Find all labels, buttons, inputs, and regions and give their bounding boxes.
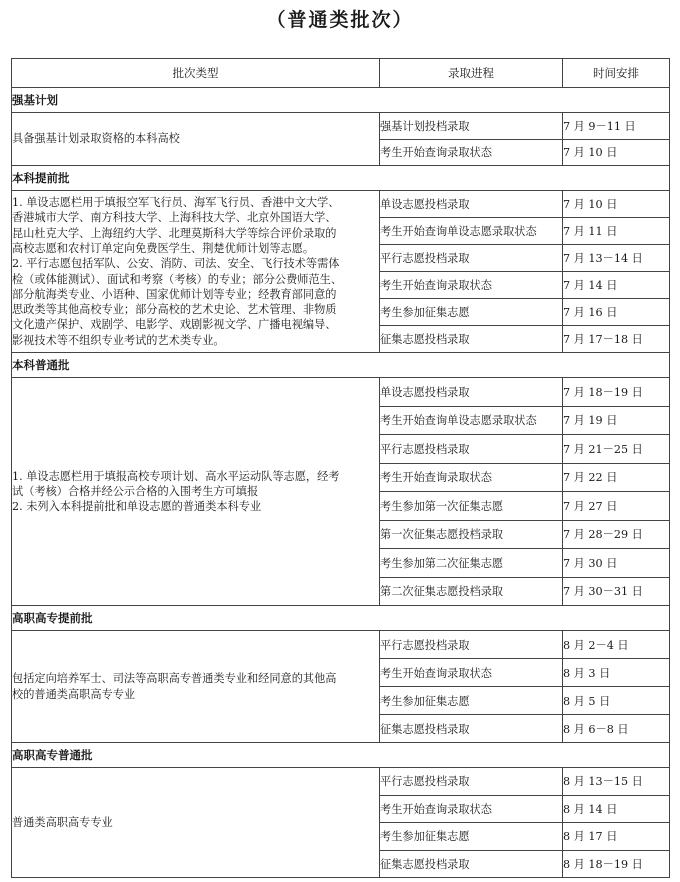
- batch-description: [12, 768, 380, 878]
- admission-step: 考生开始查询录取状态: [380, 659, 563, 687]
- admission-step: 考生参加第二次征集志愿: [380, 549, 563, 578]
- header-time-schedule: 时间安排: [563, 59, 670, 88]
- description-line: 2. 平行志愿包括军队、公安、消防、司法、安全、飞行技术等需体: [12, 257, 340, 271]
- description-line: 试（考核）合格并经公示合格的入围考生方可填报: [12, 484, 259, 498]
- admission-step: 第二次征集志愿投档录取: [380, 577, 563, 606]
- admission-step: 平行志愿投档录取: [380, 631, 563, 659]
- description-line: 部分航海类专业、小语种、国家优师计划等专业；经教育部同意的: [12, 287, 337, 301]
- description-line: 校的普通类高职高专专业: [12, 687, 136, 701]
- admission-step: 考生参加第一次征集志愿: [380, 492, 563, 521]
- schedule-date: 8 月 17 日: [563, 823, 670, 851]
- table-row: [12, 768, 670, 796]
- admission-step: 考生开始查询录取状态: [380, 795, 563, 823]
- description-line: 具备强基计划录取资格的本科高校: [12, 132, 180, 146]
- description-line: 思政类等其他高校专业；部分高校的艺术史论、艺术管理、非物质: [12, 303, 337, 317]
- admission-step: 单设志愿投档录取: [380, 378, 563, 407]
- schedule-date: 7 月 30 日: [563, 549, 670, 578]
- schedule-date: 8 月 18－19 日: [563, 850, 670, 878]
- admission-step: 平行志愿投档录取: [380, 768, 563, 796]
- schedule-date: 8 月 3 日: [563, 659, 670, 687]
- description-line: 高校志愿和农村订单定向免费医学生、荆楚优师计划等志愿。: [12, 241, 315, 255]
- schedule-date: 7 月 19 日: [563, 406, 670, 435]
- schedule-date: 7 月 11 日: [563, 218, 670, 245]
- admission-schedule-table: [11, 58, 670, 878]
- table-header-row: [12, 59, 670, 88]
- admission-step: 强基计划投档录取: [380, 113, 563, 140]
- schedule-date: 7 月 13－14 日: [563, 245, 670, 272]
- table-body: [12, 88, 670, 878]
- batch-description: [12, 113, 380, 166]
- admission-step: 征集志愿投档录取: [380, 715, 563, 743]
- schedule-date: 7 月 28－29 日: [563, 520, 670, 549]
- schedule-date: 8 月 14 日: [563, 795, 670, 823]
- description-line: 2. 未列入本科提前批和单设志愿的普通类本科专业: [12, 500, 262, 514]
- description-line: 1. 单设志愿栏用于填报高校专项计划、高水平运动队等志愿，经考: [12, 469, 340, 483]
- section-header-row: [12, 743, 670, 768]
- section-header-row: [12, 606, 670, 631]
- admission-step: 考生开始查询单设志愿录取状态: [380, 218, 563, 245]
- schedule-date: 7 月 27 日: [563, 492, 670, 521]
- section-title: 强基计划: [12, 88, 670, 113]
- admission-step: 考生参加征集志愿: [380, 823, 563, 851]
- section-header-row: [12, 353, 670, 378]
- schedule-date: 7 月 21－25 日: [563, 435, 670, 464]
- admission-step: 单设志愿投档录取: [380, 191, 563, 218]
- schedule-date: 7 月 16 日: [563, 299, 670, 326]
- admission-step: 征集志愿投档录取: [380, 326, 563, 353]
- schedule-date: 8 月 13－15 日: [563, 768, 670, 796]
- admission-step: 考生开始查询录取状态: [380, 272, 563, 299]
- description-line: 文化遗产保护、戏剧学、电影学、戏剧影视文学、广播电视编导、: [12, 318, 337, 332]
- section-title: 本科普通批: [12, 353, 670, 378]
- description-line: 1. 单设志愿栏用于填报空军飞行员、海军飞行员、香港中文大学、: [12, 196, 340, 210]
- header-admission-progress: 录取进程: [380, 59, 563, 88]
- admission-step: 考生开始查询录取状态: [380, 139, 563, 166]
- admission-step: 考生开始查询单设志愿录取状态: [380, 406, 563, 435]
- description-line: 昆山杜克大学、上海纽约大学、北理莫斯科大学等综合评价录取的: [12, 226, 337, 240]
- schedule-date: 7 月 9－11 日: [563, 113, 670, 140]
- header-batch-type: 批次类型: [12, 59, 380, 88]
- admission-step: 征集志愿投档录取: [380, 850, 563, 878]
- section-title: 本科提前批: [12, 166, 670, 191]
- description-line: 检（或体能测试）、面试和考察（考核）的专业；部分公费师范生、: [12, 272, 343, 286]
- description-line: 香港城市大学、南方科技大学、上海科技大学、北京外国语大学、: [12, 211, 337, 225]
- admission-step: 平行志愿投档录取: [380, 435, 563, 464]
- table-row: [12, 113, 670, 140]
- description-line: 普通类高职高专专业: [12, 815, 113, 829]
- batch-description: [12, 378, 380, 606]
- page-title: （普通类批次）: [266, 9, 414, 31]
- section-header-row: [12, 88, 670, 113]
- schedule-date: 8 月 5 日: [563, 687, 670, 715]
- section-header-row: [12, 166, 670, 191]
- description-line: 影视技术等不组织专业考试的艺术类专业。: [12, 333, 225, 347]
- schedule-date: 7 月 10 日: [563, 139, 670, 166]
- schedule-date: 7 月 18－19 日: [563, 378, 670, 407]
- schedule-date: 7 月 30－31 日: [563, 577, 670, 606]
- schedule-date: 8 月 2－4 日: [563, 631, 670, 659]
- schedule-date: 7 月 17－18 日: [563, 326, 670, 353]
- table-row: [12, 191, 670, 218]
- schedule-date: 8 月 6－8 日: [563, 715, 670, 743]
- schedule-date: 7 月 10 日: [563, 191, 670, 218]
- description-line: 包括定向培养军士、司法等高职高专普通类专业和经同意的其他高: [12, 672, 337, 686]
- section-title: 高职高专普通批: [12, 743, 670, 768]
- batch-description: [12, 191, 380, 353]
- admission-step: 平行志愿投档录取: [380, 245, 563, 272]
- section-title: 高职高专提前批: [12, 606, 670, 631]
- table-row: [12, 631, 670, 659]
- schedule-date: 7 月 14 日: [563, 272, 670, 299]
- table-row: [12, 378, 670, 407]
- admission-step: 考生参加征集志愿: [380, 299, 563, 326]
- admission-step: 第一次征集志愿投档录取: [380, 520, 563, 549]
- admission-step: 考生参加征集志愿: [380, 687, 563, 715]
- batch-description: [12, 631, 380, 743]
- admission-step: 考生开始查询录取状态: [380, 463, 563, 492]
- schedule-date: 7 月 22 日: [563, 463, 670, 492]
